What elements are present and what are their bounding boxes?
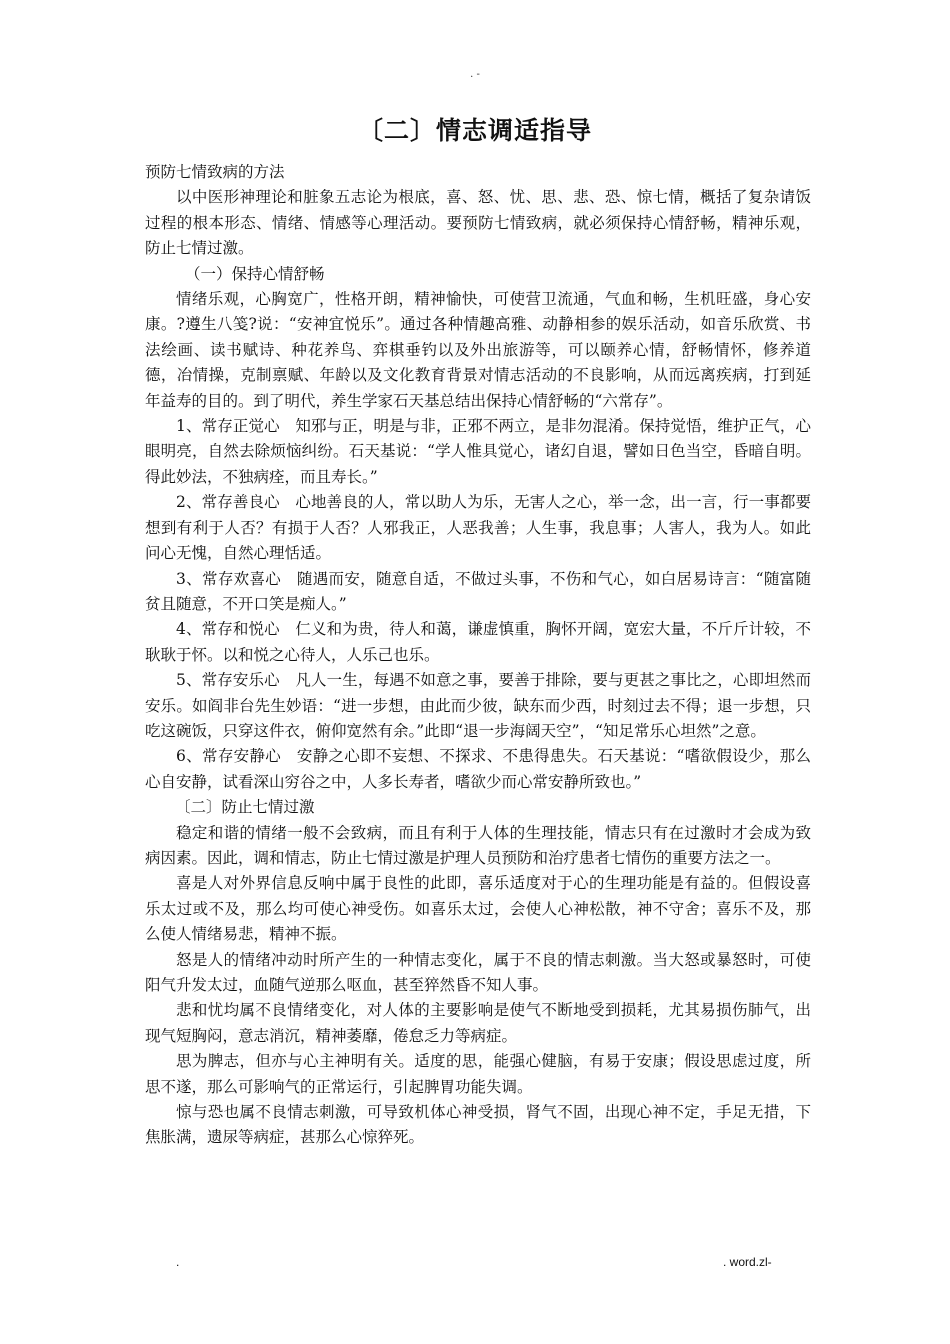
footer-left-mark: . — [176, 1255, 180, 1269]
list-item-5: 5、常存安乐心 凡人一生，每遇不如意之事，要善于排除，要与更甚之事比之，心即坦然而安乐。如阎非台先生妙语：“进一步想，由此而少彼，缺东而少西，时刻过去不得；退一步想，只吃这碗饭，只穿这件衣，俯仰宽然有余。”此即“退一步海阔天空”，“知足常乐心坦然”之意。 — [145, 671, 811, 740]
section2-paragraph-4: 悲和忧均属不良情绪变化，对人体的主要影响是使气不断地受到损耗，尤其易损伤肺气，出现气短胸闷，意志消沉，精神萎靡，倦怠乏力等病症。 — [145, 1001, 811, 1045]
section2-paragraph-5: 思为脾志，但亦与心主神明有关。适度的思，能强心健脑，有易于安康；假设思虑过度，所思不遂，那么可影响气的正常运行，引起脾胃功能失调。 — [145, 1052, 811, 1096]
intro-paragraph: 以中医形神理论和脏象五志论为根底，喜、怒、忧、思、悲、恐、惊七情，概括了复杂请饭过程的根本形态、情绪、情感等心理活动。要预防七情致病，就必须保持心情舒畅，精神乐观，防止七情过激。 — [145, 188, 811, 258]
list-item-6: 6、常存安静心 安静之心即不妄想、不探求、不患得患失。石天基说：“嗜欲假设少，那么心自安静，试看深山穷谷之中，人多长寿者，嗜欲少而心常安静所致也。” — [145, 747, 811, 791]
list-item-1: 1、常存正觉心 知邪与正，明是与非，正邪不两立，是非勿混淆。保持觉悟，维护正气，心眼明亮，自然去除烦恼纠纷。石天基说：“学人惟具觉心，诸幻自退，譬如日色当空，昏暗自明。得此妙法，不独病痊，而且寿长。” — [145, 417, 811, 486]
section2-paragraph-2: 喜是人对外界信息反响中属于良性的此即，喜乐适度对于心的生理功能是有益的。但假设喜乐太过或不及，那么均可使心神受伤。如喜乐太过，会使人心神松散，神不守舍；喜乐不及，那么使人情绪易悲，精神不振。 — [145, 874, 811, 944]
section1-paragraph: 情绪乐观，心胸宽广，性格开朗，精神愉快，可使营卫流通，气血和畅，生机旺盛，身心安康。?遵生八笺?说：“安神宜悦乐”。通过各种情趣高雅、动静相参的娱乐活动，如音乐欣赏、书法绘画、读书赋诗、种花养鸟、弈棋垂钓以及外出旅游等，可以颐养心情，舒畅情怀，修养道德，冶情操，克制禀赋、年龄以及文化教育背景对情志活动的不良影响，从而远离疾病，打到延年益寿的目的。到了明代，养生学家石天基总结出保持心情舒畅的“六常存”。 — [145, 290, 811, 410]
section2-paragraph-1: 稳定和谐的情绪一般不会致病，而且有利于人体的生理技能，情志只有在过激时才会成为致病因素。因此，调和情志，防止七情过激是护理人员预防和治疗患者七情伤的重要方法之一。 — [145, 823, 811, 867]
footer-right-text: . word.zl- — [723, 1255, 772, 1269]
intro-heading: 预防七情致病的方法 — [145, 163, 285, 181]
list-item-4: 4、常存和悦心 仁义和为贵，待人和蔼，谦虚慎重，胸怀开阔，宽宏大量，不斤斤计较，不耿耿于怀。以和悦之心待人，人乐己也乐。 — [145, 620, 811, 664]
section1-heading: （一）保持心情舒畅 — [185, 264, 325, 283]
list-item-3: 3、常存欢喜心 随遇而安，随意自适，不做过头事，不伤和气心，如白居易诗言：“随富随贫且随意，不开口笑是痴人。” — [145, 569, 811, 613]
list-item-2: 2、常存善良心 心地善良的人，常以助人为乐，无害人之心，举一念，出一言，行一事都要想到有利于人否？有损于人否？人邪我正，人恶我善；人生事，我息事；人害人，我为人。如此问心无愧，自然心理恬适。 — [145, 493, 811, 563]
section2-paragraph-3: 怒是人的情绪冲动时所产生的一种情志变化，属于不良的情志刺激。当大怒或暴怒时，可使阳气升发太过，血随气逆那么呕血，甚至猝然昏不知人事。 — [145, 950, 811, 994]
page-title: 〔二〕情志调适指导 — [357, 116, 592, 145]
section2-heading: 〔二〕防止七情过激 — [175, 798, 315, 817]
header-marks: . - — [470, 69, 480, 80]
document-body — [145, 160, 811, 1151]
section2-paragraph-6: 惊与恐也属不良情志刺激，可导致机体心神受损，肾气不固，出现心神不定，手足无措，下焦胀满，遗尿等病症，甚那么心惊猝死。 — [145, 1103, 811, 1147]
